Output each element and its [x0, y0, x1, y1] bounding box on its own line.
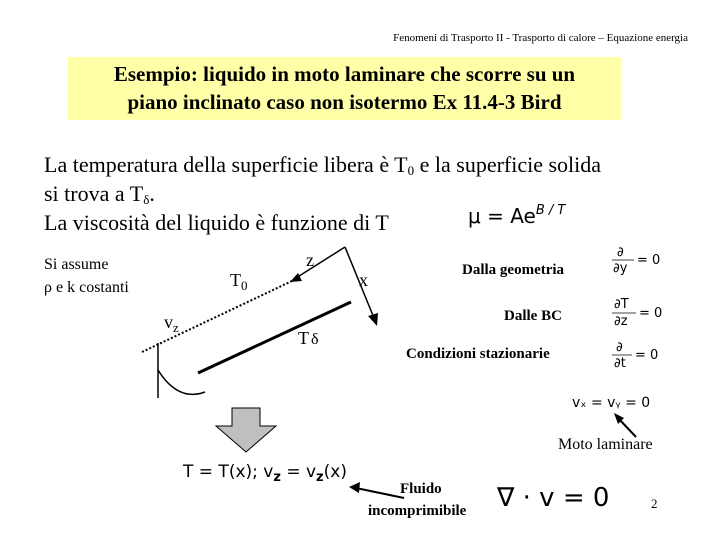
geom-denominator: ∂y: [613, 261, 628, 276]
stationary-label: Condizioni stazionarie: [406, 346, 550, 362]
bc-rhs: = 0: [639, 306, 663, 321]
label-Tdelta: T δ: [298, 328, 319, 348]
function-equation: T = T(x); $v_z = v_z(x)$: [183, 462, 347, 485]
assume-line-2: ρ e k costanti: [44, 279, 129, 296]
z-axis-line: [296, 247, 345, 278]
angle-arc: [158, 370, 205, 394]
body-line-3: La viscosità del liquido è funzione di T: [44, 210, 389, 235]
label-x: x: [359, 270, 368, 290]
label-z: z: [306, 250, 314, 270]
body-line-2: si trova a $T_\delta$.: [44, 181, 155, 207]
fluid-pointer-line: [356, 488, 404, 498]
stat-numerator: ∂: [616, 340, 623, 355]
divergence-equation: ∇ · v = 0: [497, 483, 610, 513]
x-axis-line: [345, 247, 374, 318]
solid-plane-line: [198, 302, 351, 373]
geom-numerator: ∂: [617, 245, 624, 260]
bc-denominator: ∂z: [614, 314, 628, 329]
stat-denominator: ∂t: [614, 356, 626, 371]
course-header: Fenomeni di Trasporto II - Trasporto di calore – Equazione energia: [393, 32, 688, 44]
laminar-label: Moto laminare: [558, 436, 653, 453]
x-axis-arrowhead: [368, 313, 378, 326]
geom-rhs: = 0: [637, 253, 661, 268]
fluid-label-1: Fluido: [400, 481, 442, 497]
viscosity-formula: $\mu = Ae^{B / T}$: [468, 203, 566, 228]
down-arrow-icon: [216, 408, 276, 452]
laminar-equation: vₓ = vᵧ = 0: [572, 395, 651, 411]
title-line-1: Esempio: liquido in moto laminare che scorre su un: [113, 62, 576, 86]
bc-numerator: ∂T: [614, 297, 629, 312]
label-vz: $v_z$: [164, 312, 179, 335]
fluid-label-2: incomprimibile: [368, 503, 467, 519]
z-axis-arrowhead: [290, 273, 302, 282]
label-T0: $T_0$: [230, 270, 248, 293]
stat-rhs: = 0: [635, 348, 659, 363]
bc-label: Dalle BC: [504, 308, 562, 324]
page-number: 2: [651, 496, 658, 511]
assume-line-1: Si assume: [44, 256, 109, 273]
geometry-label: Dalla geometria: [462, 262, 565, 278]
fluid-pointer-arrowhead: [349, 482, 360, 493]
body-line-1: La temperatura della superficie libera è $T_0$ e la superficie solida: [44, 152, 602, 178]
title-line-2: piano inclinato caso non isotermo Ex 11.4-3 Bird: [127, 90, 562, 114]
